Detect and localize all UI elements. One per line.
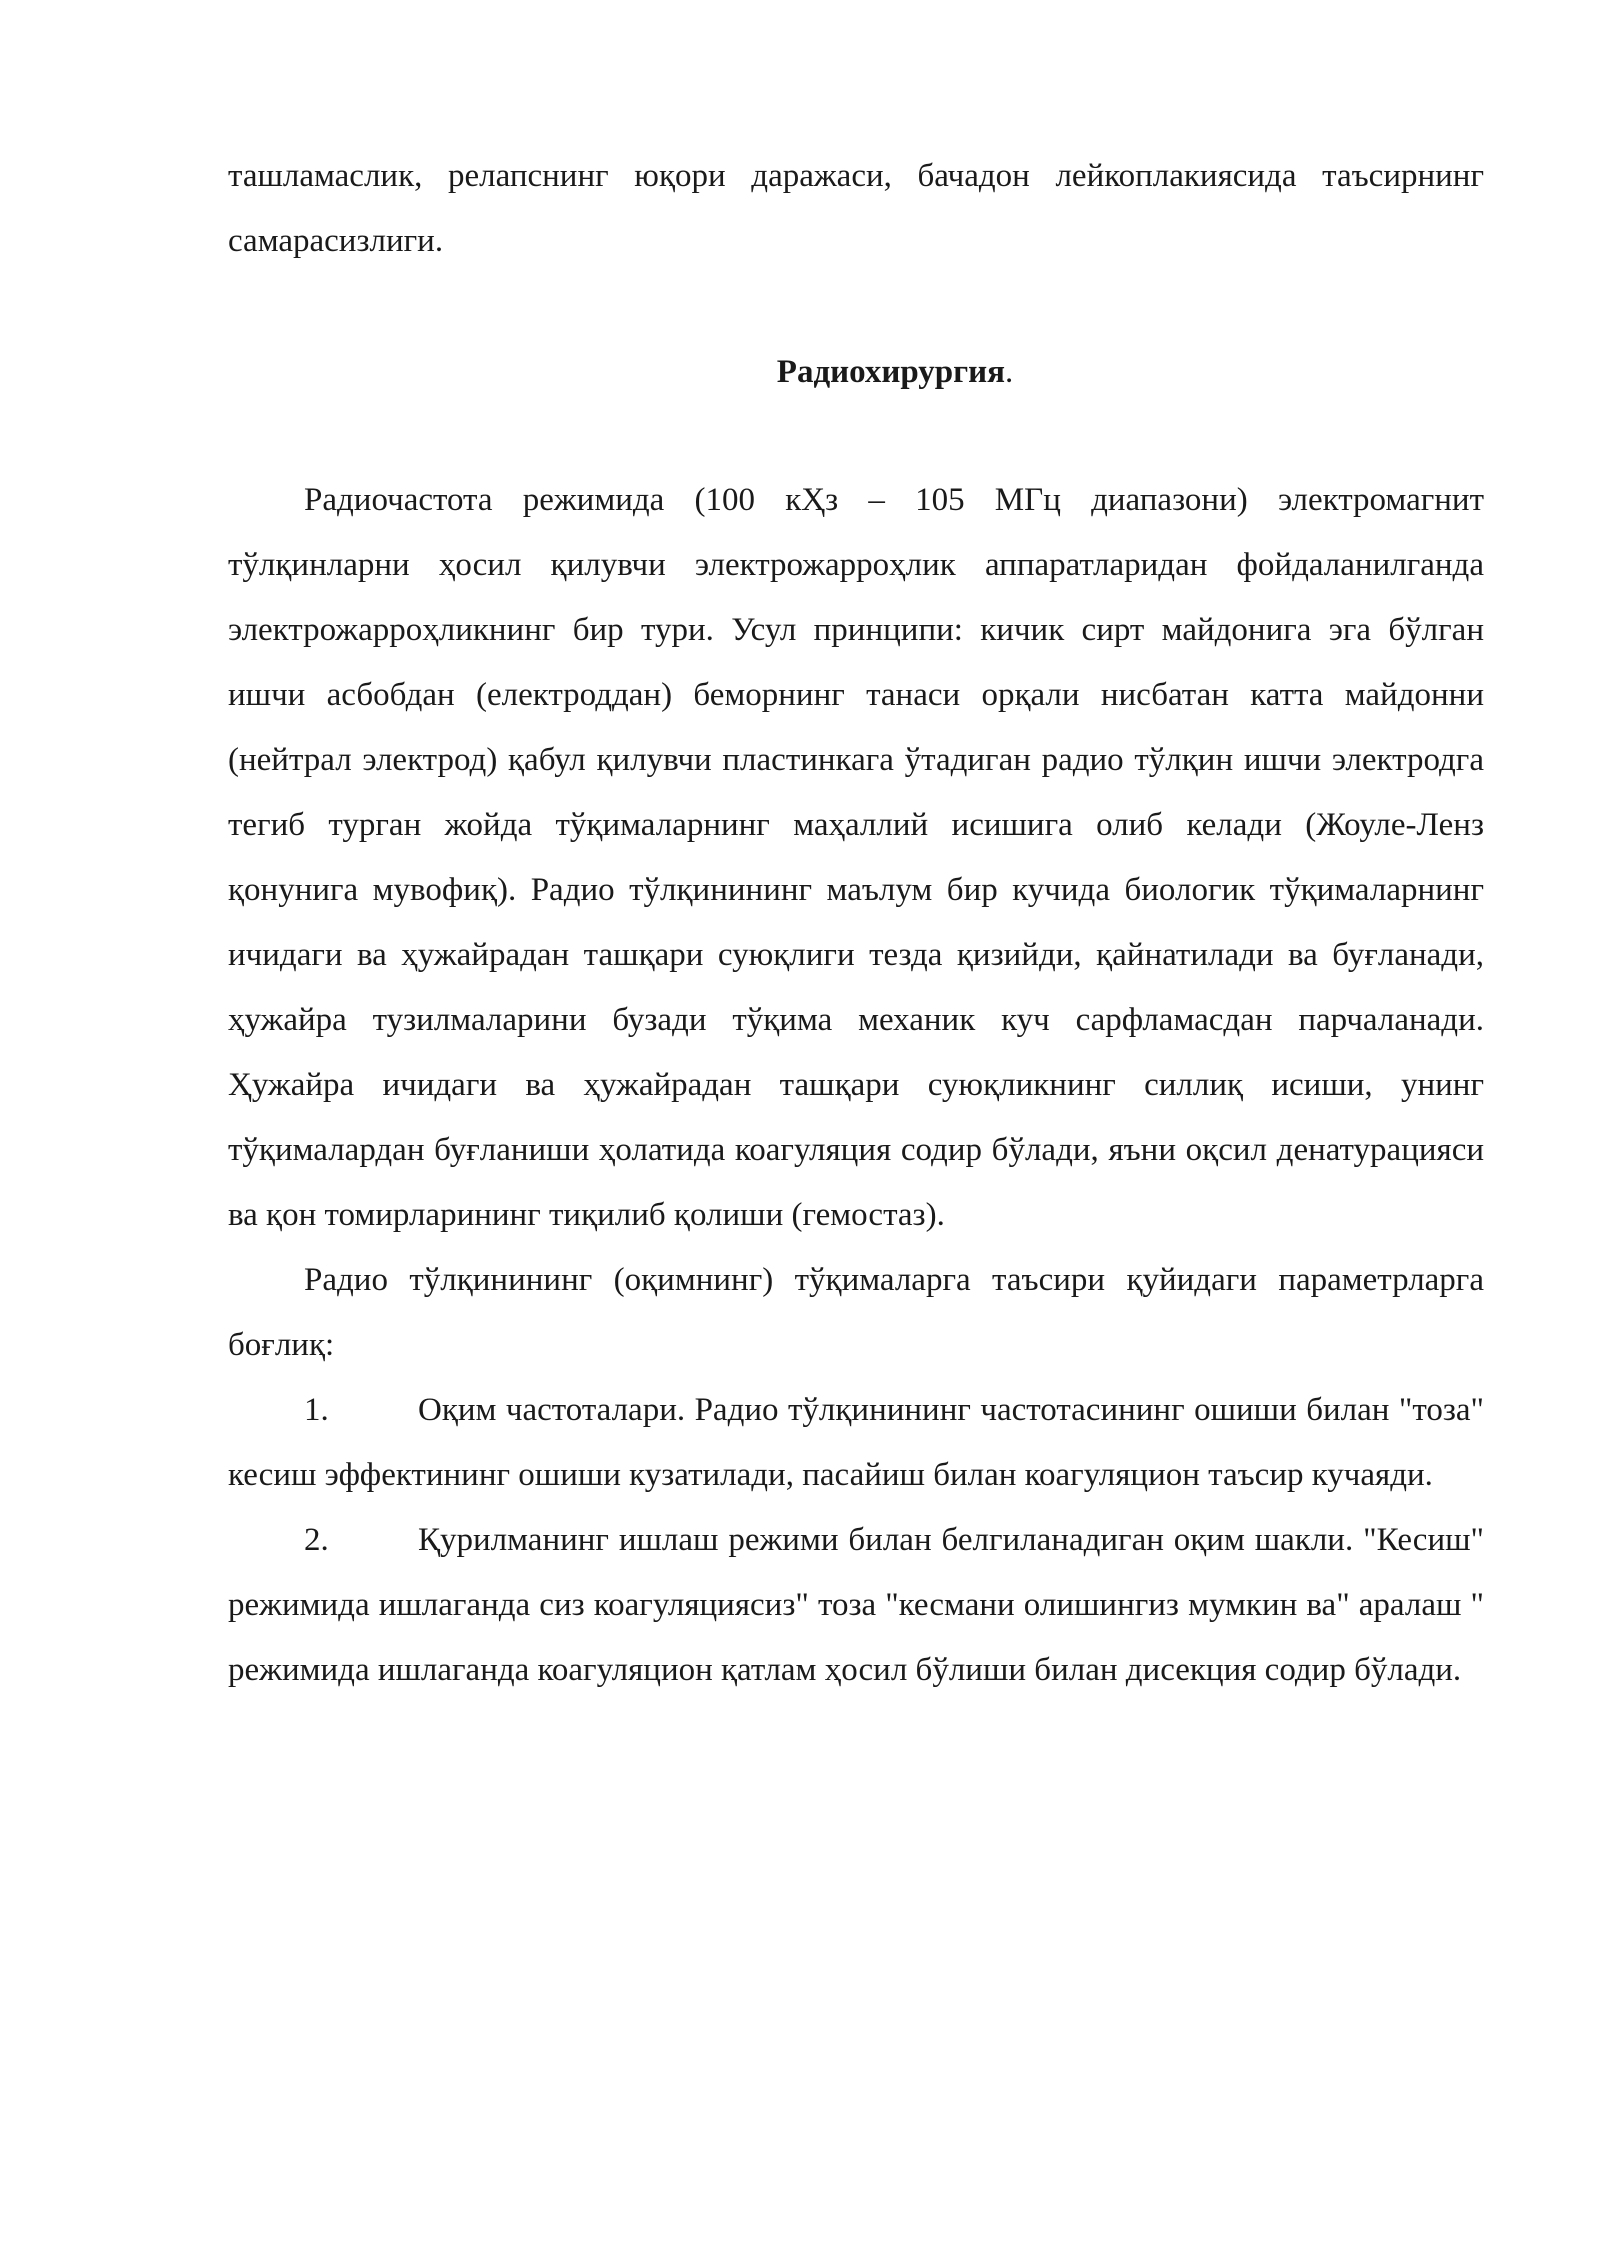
paragraph-parameters-intro: Радио тўлқинининг (оқимнинг) тўқималарга таъсири қуйидаги параметрларга боғлиқ: [228,1262,1484,1363]
paragraph-radiofrequency: Радиочастота режимида (100 кҲз – 105 МГц диапазони) электромагнит тўлқинларни ҳосил қилувчи электрожарроҳлик аппаратларидан фойдаланилганда электрожарроҳликнинг бир тури. Усул принципи: кичик сирт майдонига эга бўлган ишчи асбобдан (електроддан) беморнинг танаси орқали нисбатан катта майдонни (нейтрал электрод) қабул қилувчи пластинкага ўтадиган радио тўлқин ишчи электродга тегиб турган жойда тўқималарнинг маҳаллий исишига олиб келади (Жоуле-Ленз қонунига мувофиқ). Радио тўлқинининг маълум бир кучида биологик тўқималарнинг ичидаги ва ҳужайрадан ташқари суюқлиги тезда қизийди, қайнатилади ва буғланади, ҳужайра тузилмаларини бузади тўқима механик куч сарфламасдан парчаланади. Ҳужайра ичидаги ва ҳужайрадан ташқари суюқликнинг силлиқ исиши, унинг тўқималардан буғланиши ҳолатида коагуляция содир бўлади, яъни оқсил денатурацияси ва қон томирларининг тиқилиб қолиши (гемостаз). [228,482,1484,1233]
list-item [228,1508,1484,1703]
list-item-number: 1. [304,1392,329,1428]
list-item-text: Оқим частоталари. Радио тўлқинининг частотасининг ошиши билан "тоза" кесиш эффектининг ошиши кузатилади, пасайиш билан коагуляцион таъсир кучаяди. [228,1392,1484,1493]
list-item-text: Қурилманинг ишлаш режими билан белгиланадиган оқим шакли. "Кесиш" режимида ишлаганда сиз коагуляциясиз" тоза "кесмани олишингиз мумкин ва" аралаш " режимида ишлаганда коагуляцион қатлам ҳосил бўлиши билан дисекция содир бўлади. [228,1522,1484,1688]
intro-paragraph: ташламаслик, релапснинг юқори даражаси, бачадон лейкоплакиясида таъсирнинг самарасизлиги. [228,158,1484,259]
list-item-number: 2. [304,1522,329,1558]
list-item [228,1378,1484,1508]
section-body [228,468,1484,1703]
section-heading-title: Радиохирургия [776,354,1005,390]
section-heading-period: . [1004,354,1014,390]
section-heading [0,340,1600,405]
